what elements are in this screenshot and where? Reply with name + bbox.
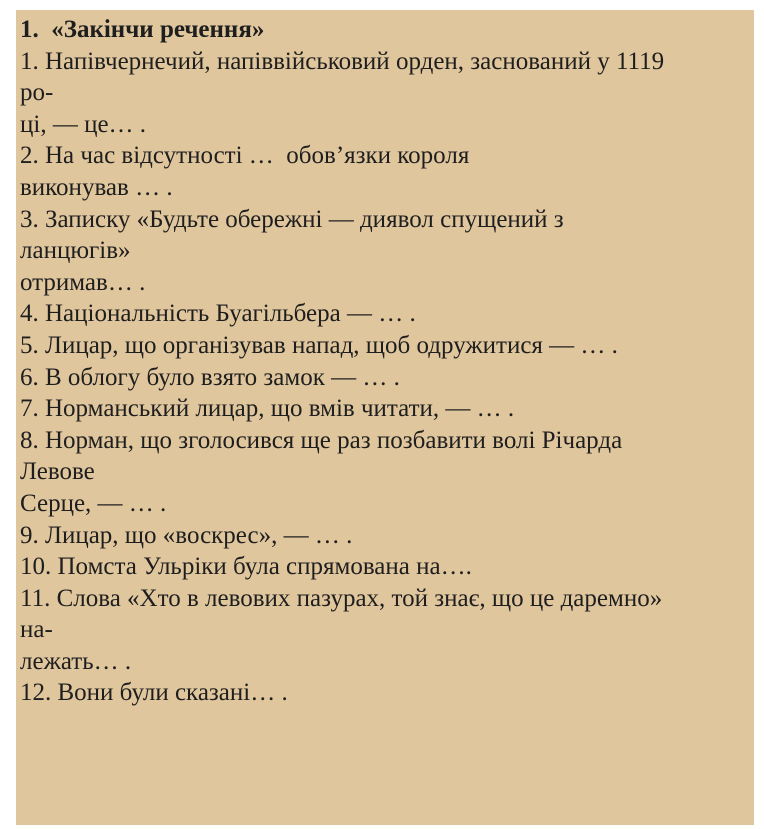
question-10: 10. Помста Ульріки була спрямована на…. bbox=[20, 553, 472, 581]
question-12: 12. Вони були сказані… . bbox=[20, 679, 288, 707]
worksheet-title: 1. «Закінчи речення» bbox=[20, 16, 265, 43]
question-11-line-b: на- bbox=[20, 616, 53, 644]
question-8-line-a: 8. Норман, що зголосився ще раз позбавити волі Річарда bbox=[20, 426, 623, 454]
question-5: 5. Лицар, що організував напад, щоб одружитися — … . bbox=[20, 331, 618, 359]
question-2-line-b: виконував … . bbox=[20, 173, 173, 201]
question-11-line-c: лежать… . bbox=[20, 647, 132, 675]
question-1-line-b: ро- bbox=[20, 79, 54, 107]
question-3-line-c: отримав… . bbox=[20, 268, 146, 296]
question-8-line-c: Серце, — … . bbox=[20, 489, 167, 517]
question-7: 7. Норманський лицар, що вмів читати, — … . bbox=[20, 395, 515, 423]
question-4: 4. Національність Буагільбера — … . bbox=[20, 300, 416, 328]
question-2-line-a: 2. На час відсутності … обов’язки короля bbox=[20, 142, 470, 170]
question-3-line-a: 3. Записку «Будьте обережні — диявол спущений з bbox=[20, 205, 564, 233]
question-1-line-c: ці, — це… . bbox=[20, 110, 147, 138]
question-1-line-a: 1. Напівчернечий, напіввійськовий орден, заснований у 1119 bbox=[20, 47, 665, 75]
worksheet-panel bbox=[16, 10, 754, 825]
question-8-line-b: Левове bbox=[20, 458, 95, 486]
question-6: 6. В облогу було взято замок — … . bbox=[20, 363, 400, 391]
question-3-line-b: ланцюгів» bbox=[20, 237, 131, 265]
question-11-line-a: 11. Слова «Хто в левових пазурах, той знає, що це даремно» bbox=[20, 584, 663, 612]
question-9: 9. Лицар, що «воскрес», — … . bbox=[20, 521, 353, 549]
